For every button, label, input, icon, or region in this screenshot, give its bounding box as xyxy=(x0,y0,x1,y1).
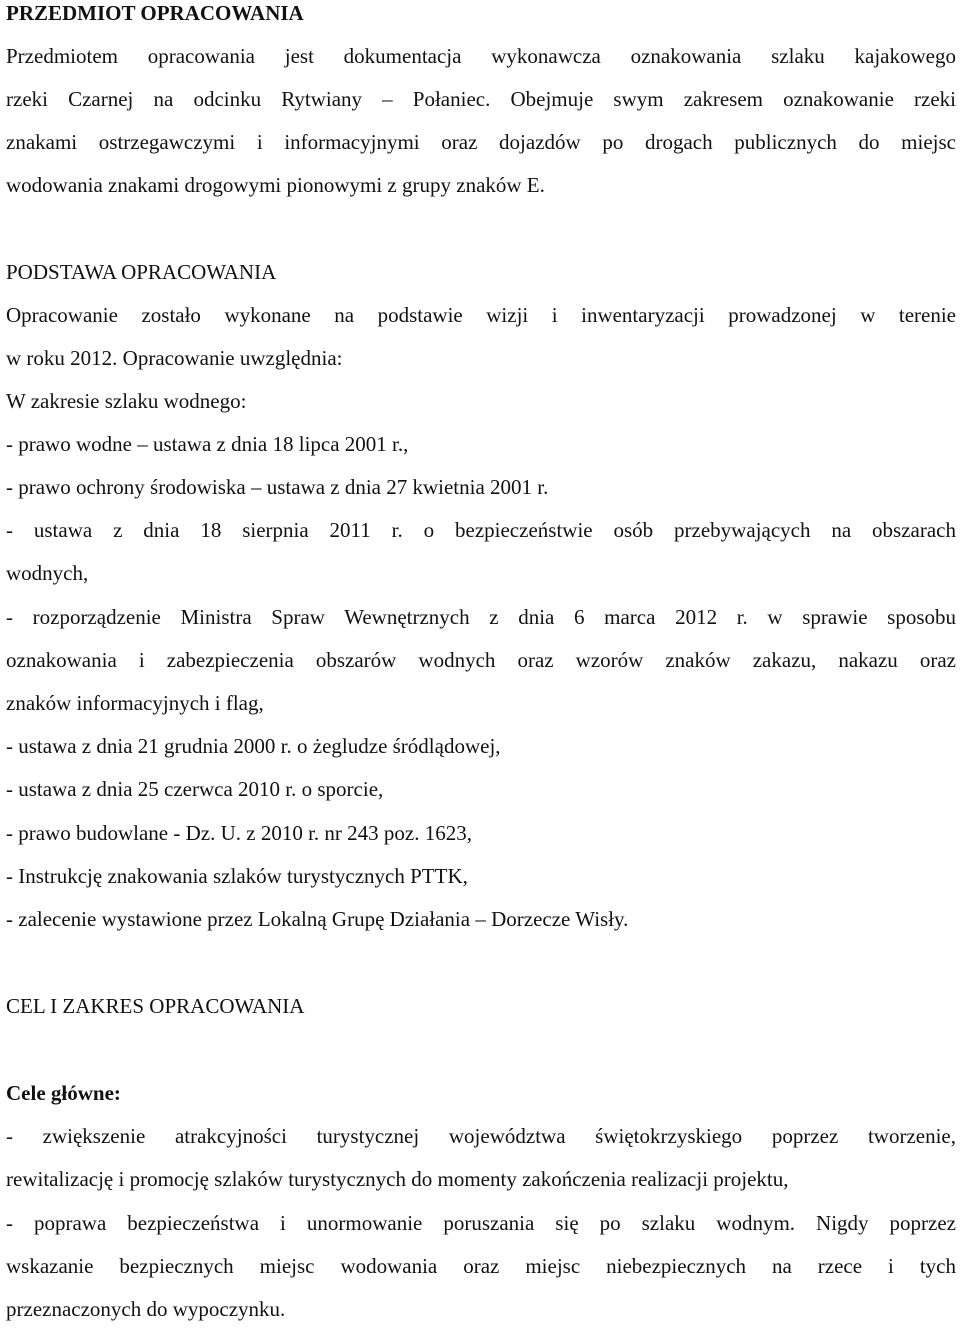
paragraph-line: Opracowanie zostało wykonane na podstawie wizji i inwentaryzacji prowadzonej w terenie xyxy=(6,303,956,327)
list-item: - rozporządzenie Ministra Spraw Wewnętrznych z dnia 6 marca 2012 r. w sprawie sposobu xyxy=(6,605,956,629)
list-item-continuation: rewitalizację i promocję szlaków turystycznych do momenty zakończenia realizacji projektu, xyxy=(6,1167,789,1191)
list-item: - poprawa bezpieczeństwa i unormowanie poruszania się po szlaku wodnym. Nigdy poprzez xyxy=(6,1211,956,1235)
list-item-continuation: wskazanie bezpiecznych miejsc wodowania oraz miejsc niebezpiecznych na rzece i tych xyxy=(6,1254,956,1278)
list-item: - zalecenie wystawione przez Lokalną Grupę Działania – Dorzecze Wisły. xyxy=(6,907,629,931)
list-item-continuation: wodnych, xyxy=(6,561,89,585)
list-item: - prawo ochrony środowiska – ustawa z dnia 27 kwietnia 2001 r. xyxy=(6,475,549,499)
heading-cel: CEL I ZAKRES OPRACOWANIA xyxy=(6,994,305,1018)
list-item: - ustawa z dnia 18 sierpnia 2011 r. o bezpieczeństwie osób przebywających na obszarach xyxy=(6,518,956,542)
list-item-continuation: przeznaczonych do wypoczynku. xyxy=(6,1297,286,1321)
paragraph-line: znakami ostrzegawczymi i informacyjnymi oraz dojazdów po drogach publicznych do miejsc xyxy=(6,130,956,154)
list-item: - ustawa z dnia 21 grudnia 2000 r. o żegludze śródlądowej, xyxy=(6,734,501,758)
list-item: - prawo wodne – ustawa z dnia 18 lipca 2001 r., xyxy=(6,432,409,456)
paragraph-line: wodowania znakami drogowymi pionowymi z grupy znaków E. xyxy=(6,173,545,197)
list-item: - prawo budowlane - Dz. U. z 2010 r. nr 243 poz. 1623, xyxy=(6,821,472,845)
paragraph-line: W zakresie szlaku wodnego: xyxy=(6,389,247,413)
paragraph-line: Przedmiotem opracowania jest dokumentacja wykonawcza oznakowania szlaku kajakowego xyxy=(6,44,956,68)
subheading-cele-glowne: Cele główne: xyxy=(6,1081,121,1105)
list-item: - zwiększenie atrakcyjności turystycznej województwa świętokrzyskiego poprzez tworzenie, xyxy=(6,1124,956,1148)
list-item-continuation: oznakowania i zabezpieczenia obszarów wodnych oraz wzorów znaków zakazu, nakazu oraz xyxy=(6,648,956,672)
list-item: - Instrukcję znakowania szlaków turystycznych PTTK, xyxy=(6,864,468,888)
list-item-continuation: znaków informacyjnych i flag, xyxy=(6,691,264,715)
paragraph-line: w roku 2012. Opracowanie uwzględnia: xyxy=(6,346,343,370)
heading-podstawa: PODSTAWA OPRACOWANIA xyxy=(6,260,277,284)
list-item: - ustawa z dnia 25 czerwca 2010 r. o sporcie, xyxy=(6,777,384,801)
heading-przedmiot: PRZEDMIOT OPRACOWANIA xyxy=(6,1,304,25)
paragraph-line: rzeki Czarnej na odcinku Rytwiany – Połaniec. Obejmuje swym zakresem oznakowanie rzeki xyxy=(6,87,956,111)
